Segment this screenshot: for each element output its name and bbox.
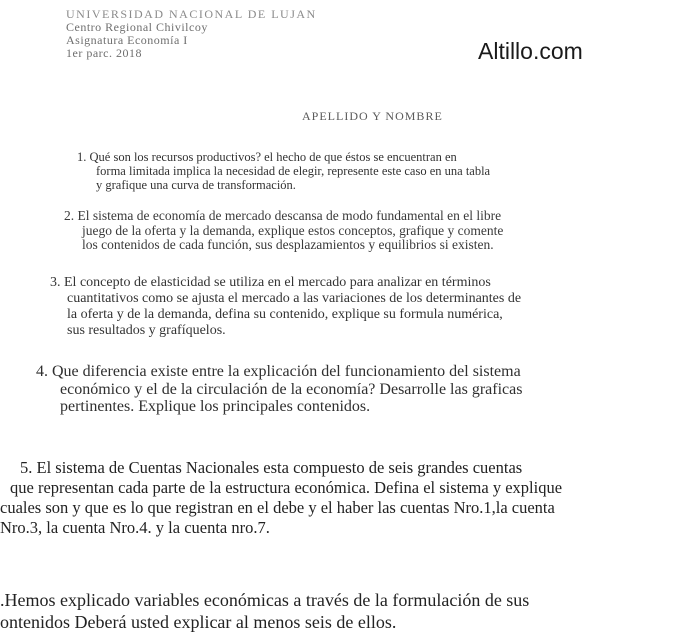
- exam-label: 1er parc. 2018: [66, 46, 142, 60]
- question-line: pertinentes. Explique los principales contenidos.: [60, 398, 371, 415]
- question-line: la oferta y de la demanda, defina su contenido, explique su formula numérica,: [67, 307, 503, 322]
- site-watermark: Altillo.com: [478, 38, 583, 64]
- question-line: forma limitada implica la necesidad de elegir, represente este caso en una tabla: [96, 164, 491, 178]
- question-line: que representan cada parte de la estructura económica. Defina el sistema y explique: [10, 478, 563, 497]
- question-6: [0, 589, 529, 633]
- question-line: cuantitativos como se ajusta el mercado a las variaciones de los determinantes de: [67, 291, 522, 306]
- question-5: [0, 458, 562, 538]
- exam-header: [66, 8, 317, 60]
- question-number: 1.: [77, 150, 87, 164]
- question-line: Qué son los recursos productivos? el hecho de que éstos se encuentran en: [89, 150, 457, 164]
- question-line: El sistema de economía de mercado descansa de modo fundamental en el libre: [77, 208, 502, 223]
- question-4: [36, 363, 522, 416]
- question-line: y grafique una curva de transformación.: [96, 178, 296, 192]
- question-line: El sistema de Cuentas Nacionales esta compuesto de seis grandes cuentas: [36, 458, 523, 477]
- question-line: los contenidos de cada función, sus desplazamientos y equilibrios si existen.: [82, 237, 494, 252]
- question-line: cuales son y que es lo que registran en el debe y el haber las cuentas Nro.1,la cuenta: [0, 498, 555, 517]
- question-line: El concepto de elasticidad se utiliza en el mercado para analizar en términos: [64, 275, 491, 290]
- question-number: 2.: [64, 208, 75, 223]
- question-3: [50, 275, 521, 339]
- university-name: UNIVERSIDAD NACIONAL DE LUJAN: [66, 7, 317, 21]
- question-number: 4.: [36, 363, 48, 380]
- regional-center: Centro Regional Chivilcoy: [66, 20, 208, 34]
- question-line: juego de la oferta y la demanda, explique estos conceptos, grafique y comente: [82, 222, 504, 238]
- question-1: [77, 150, 490, 192]
- question-line: Que diferencia existe entre la explicación del funcionamiento del sistema: [52, 363, 521, 380]
- question-2: [64, 209, 503, 253]
- question-line: sus resultados y grafíquelos.: [67, 323, 226, 338]
- name-field-label: APELLIDO Y NOMBRE: [302, 109, 443, 123]
- question-line: económico y el de la circulación de la economía? Desarrolle las graficas: [60, 380, 523, 398]
- question-line: ontenidos Deberá usted explicar al menos seis de ellos.: [0, 612, 397, 632]
- subject-name: Asignatura Economía I: [66, 33, 188, 47]
- question-line: Nro.3, la cuenta Nro.4. y la cuenta nro.7.: [0, 518, 270, 537]
- question-number: 3.: [50, 275, 61, 290]
- question-line: .Hemos explicado variables económicas a través de la formulación de sus: [0, 590, 530, 610]
- question-number: 5.: [20, 458, 33, 477]
